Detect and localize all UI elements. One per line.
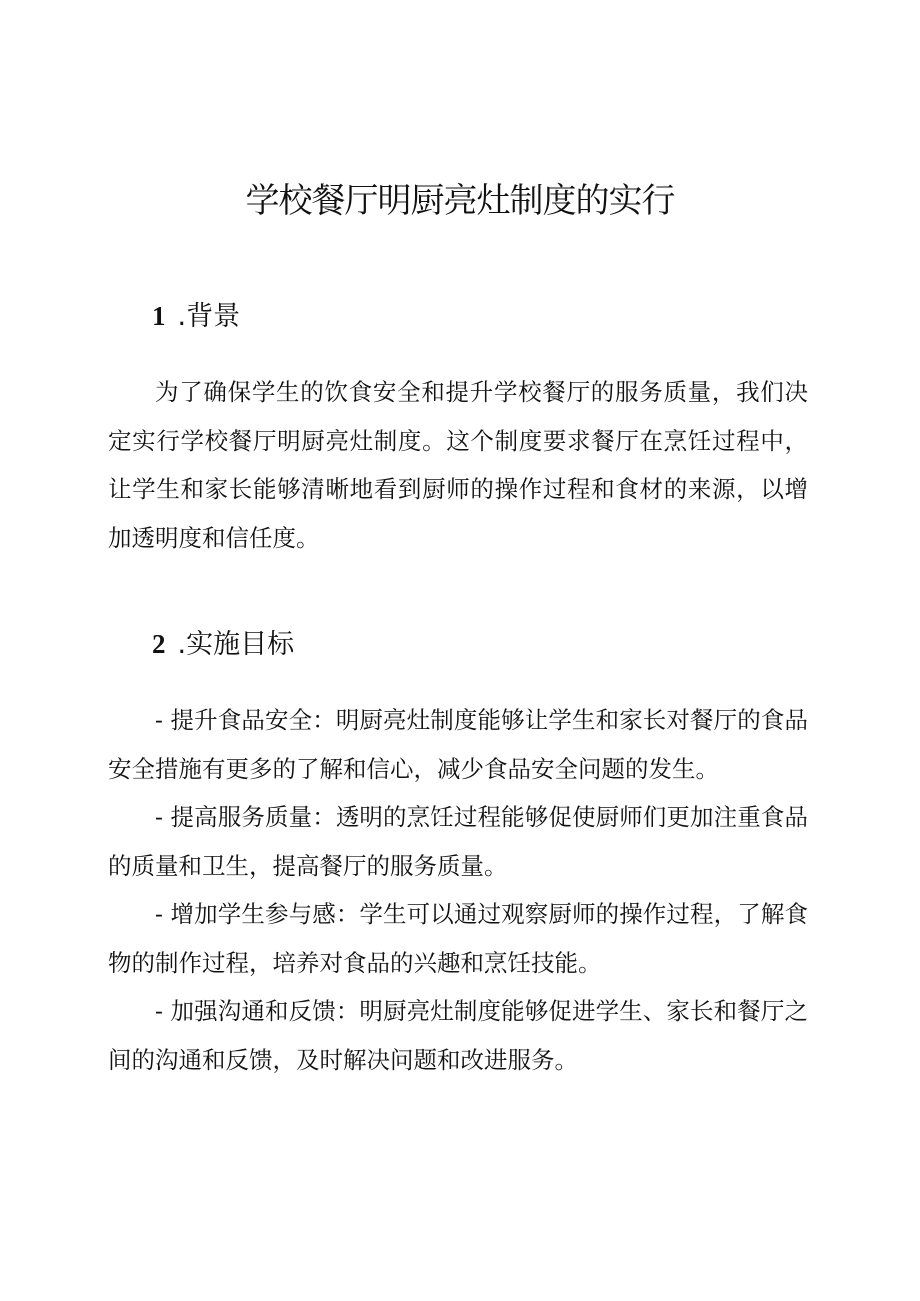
goal-item-food-safety: - 提升食品安全：明厨亮灶制度能够让学生和家长对餐厅的食品安全措施有更多的了解和信心，减少食品安全问题的发生。 xyxy=(108,706,808,783)
section-heading-goals xyxy=(152,624,294,665)
goal-item-service-quality: - 提高服务质量：透明的烹饪过程能够促使厨师们更加注重食品的质量和卫生，提高餐厅的服务质量。 xyxy=(108,803,808,880)
goal-item-communication: - 加强沟通和反馈：明厨亮灶制度能够促进学生、家长和餐厅之间的沟通和反馈，及时解决问题和改进服务。 xyxy=(108,997,808,1074)
goal-item-student-engagement: - 增加学生参与感：学生可以通过观察厨师的操作过程，了解食物的制作过程，培养对食品的兴趣和烹饪技能。 xyxy=(108,900,808,977)
section-heading-background xyxy=(152,296,240,337)
section-number: 1 xyxy=(152,301,166,331)
goals-list xyxy=(108,696,808,1084)
section-heading-text: .背景 xyxy=(177,301,241,332)
background-paragraph: 为了确保学生的饮食安全和提升学校餐厅的服务质量，我们决定实行学校餐厅明厨亮灶制度。这个制度要求餐厅在烹饪过程中，让学生和家长能够清晰地看到厨师的操作过程和食材的来源，以增加透明度和信任度。 xyxy=(108,378,808,552)
section-number: 2 xyxy=(152,629,166,659)
document-title: 学校餐厅明厨亮灶制度的实行 xyxy=(245,181,675,221)
section-heading-text: .实施目标 xyxy=(177,629,295,660)
